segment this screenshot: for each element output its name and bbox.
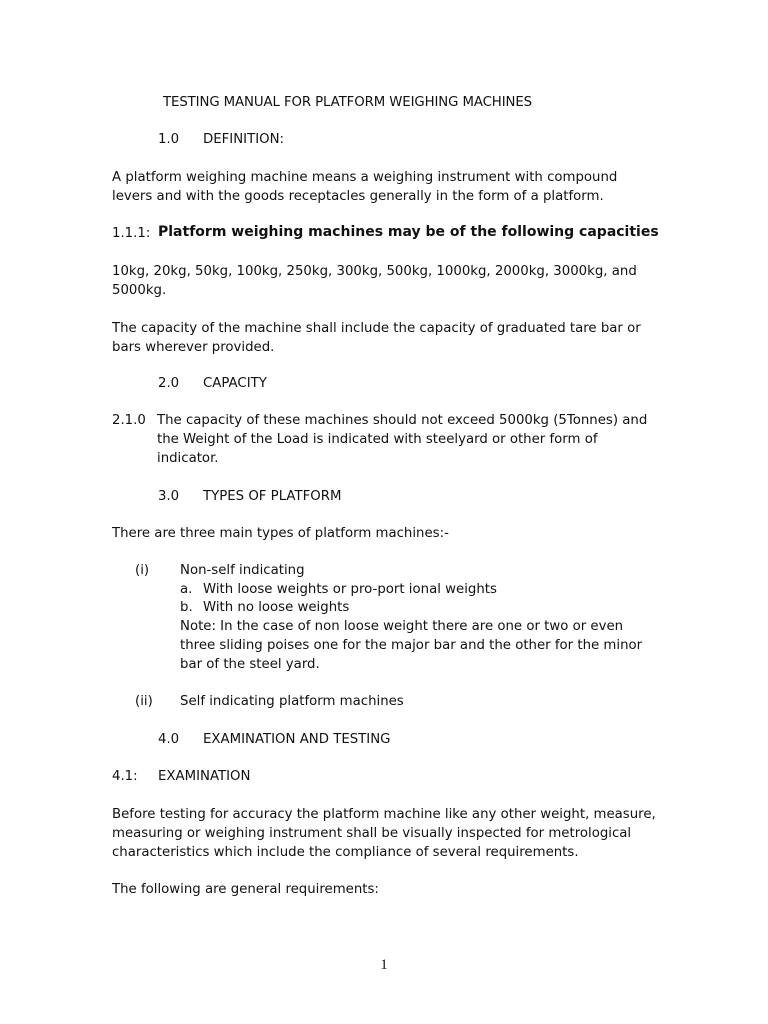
capacity-text-line: The capacity of these machines should not exceed 5000kg (5Tonnes) and (157, 413, 648, 428)
note-line: three sliding poises one for the major bar and the other for the minor (180, 638, 643, 653)
definition-line: levers and with the goods receptacles generally in the form of a platform. (112, 189, 604, 204)
definition-line: A platform weighing machine means a weighing instrument with compound (112, 170, 618, 185)
tare-line: The capacity of the machine shall include the capacity of graduated tare bar or (112, 321, 641, 336)
section-4-1-heading: EXAMINATION (158, 769, 251, 784)
document-title: TESTING MANUAL FOR PLATFORM WEIGHING MACHINES (163, 95, 533, 110)
section-1-heading: DEFINITION: (203, 132, 285, 147)
section-1-number: 1.0 (158, 132, 180, 147)
capacities-line: 5000kg. (112, 283, 167, 298)
page-number: 1 (380, 957, 388, 973)
capacity-text-line: the Weight of the Load is indicated with steelyard or other form of (157, 432, 598, 447)
note-line: bar of the steel yard. (180, 657, 320, 672)
section-2-number: 2.0 (158, 376, 180, 391)
capacity-text-line: indicator. (157, 451, 219, 466)
exam-line: characteristics which include the compliance of several requirements. (112, 845, 579, 860)
sub-item-marker: a. (180, 582, 193, 597)
sub-item-text: With no loose weights (203, 600, 350, 615)
exam-line: measuring or weighing instrument shall be visually inspected for metrological (112, 826, 632, 841)
sub-item-text: With loose weights or pro-port ional weights (203, 582, 497, 597)
exam-line: Before testing for accuracy the platform machine like any other weight, measure, (112, 807, 656, 822)
type-marker: (ii) (135, 694, 153, 709)
type-label: Non-self indicating (180, 563, 305, 578)
section-2-heading: CAPACITY (203, 376, 267, 391)
types-intro: There are three main types of platform machines:- (112, 526, 449, 541)
section-4-1-number: 4.1: (112, 769, 138, 784)
capacities-line: 10kg, 20kg, 50kg, 100kg, 250kg, 300kg, 500kg, 1000kg, 2000kg, 3000kg, and (112, 264, 637, 279)
general-requirements: The following are general requirements: (112, 882, 379, 897)
section-4-number: 4.0 (158, 732, 180, 747)
note-line: Note: In the case of non loose weight there are one or two or even (180, 619, 624, 634)
section-2-1-0-number: 2.1.0 (112, 413, 146, 428)
section-3-number: 3.0 (158, 489, 180, 504)
section-1-1-1-heading: Platform weighing machines may be of the following capacities (158, 224, 659, 240)
section-1-1-1-number: 1.1.1: (112, 226, 151, 241)
section-4-heading: EXAMINATION AND TESTING (203, 732, 391, 747)
type-marker: (i) (135, 563, 150, 578)
section-3-heading: TYPES OF PLATFORM (203, 489, 342, 504)
type-label: Self indicating platform machines (180, 694, 404, 709)
tare-line: bars wherever provided. (112, 340, 275, 355)
sub-item-marker: b. (180, 600, 193, 615)
